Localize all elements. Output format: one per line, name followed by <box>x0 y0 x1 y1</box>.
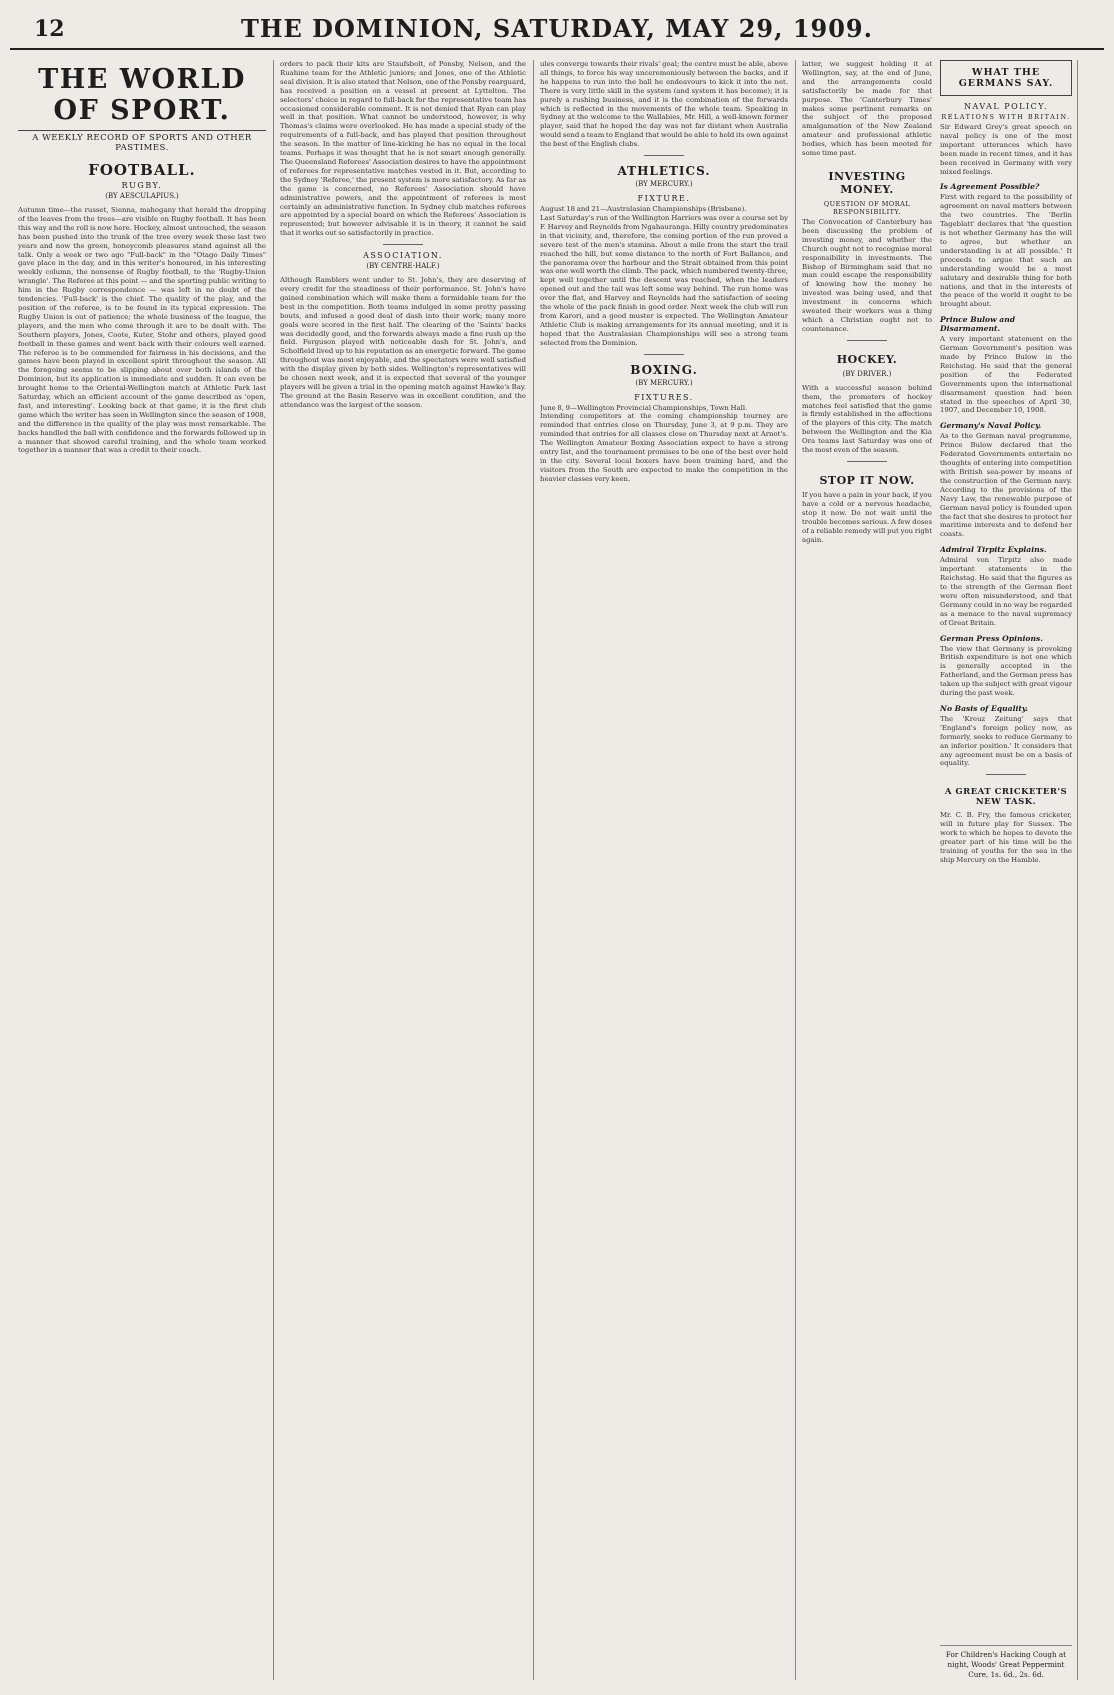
boxing-fixture-text: June 8, 9—Wellington Provincial Championships, Town Hall. <box>540 403 748 412</box>
equality-heading: No Basis of Equality. <box>940 703 1029 713</box>
column-4a <box>802 60 932 1680</box>
football-continued-text: orders to pack their kits are Staufsbolt, of Ponsby, Nelson, and the Ruahine team for the Athletic juniors; and Jones, one of the Athletic seal division. It is also stated that Nelson, one of the Ponsby rearguard, has received a position on a vessel at present at Lyttelton. The selectors' choice in regard to full-back for the representative team has occasioned considerable comment. It is not denied that Ryan can play well in that position. What cannot be understood, however, is why Thomas's claims were overlooked. He has made a special study of the requirements of a full-back, and has played that position throughout the season. In the matter of line-kicking he has no equal in the local teams. Perhaps it was thought that he is not smart enough generally. The Queensland Referees' Association desires to have the appointment of referees for representative matches vested in it. But, according to the Sydney 'Referee,' the present system is more satisfactory. As far as the game is concerned, no Referees' Association should have administrative powers, and the appointment of referees is most certainly an administrative function. In Sydney club matches referees are appointed by a special board on which the Referees' Association is represented; but however advisable it is in theory, it cannot be said that it works out so satisfactorily in practice. <box>280 60 526 238</box>
press-opinions-heading: German Press Opinions. <box>940 633 1043 643</box>
athletics-fixture-text: August 18 and 21—Australasian Championships (Brisbane). <box>540 205 747 214</box>
advert-cough-cure: For Children's Hacking Cough at night, Woods' Great Peppermint Cure, 1s. 6d., 2s. 6d. <box>940 1645 1072 1680</box>
boxing-heading: BOXING. <box>630 362 698 377</box>
germans-box-heading: WHAT THE GERMANS SAY. <box>940 60 1072 96</box>
athletics-article-text: Last Saturday's run of the Wellington Harriers was over a course set by F. Harvey and Reynolds from Ngahauranga. Hilly country predominates in that vicinity, and, therefore, the coming portion of the run proved a severe test of the men's stamina. About a mile from the start the trail reached the hill, but some distance to the north of Fort Ballance, and the panorama over the harbour and the Strait obtained from this point was one well worth the climb. The pack, which numbered twenty-three, kept well together until the descent was reached, when the leaders opened out and the tail was left some way behind. The run home was over the flat, and Harvey and Reynolds had the satisfaction of seeing the whole of the pack finish in good order. Next week the club will run from Karori, and a good muster is expected. The Wellington Amateur Athletic Club is making arrangements for its annual meeting, and it is hoped that the Australasian Championships will see a strong team selected from the Dominion. <box>540 213 788 347</box>
relations-subheading: RELATIONS WITH BRITAIN. <box>941 113 1071 121</box>
boxing-article-text: Intending competitors at the coming championship tourney are reminded that entries close on Thursday, June 3, at 9 p.m. They are reminded that entries for all classes close on Thursday next at Arnot's. The Wellington Amateur Boxing Association expect to have a strong entry list, and the tournament promises to be one of the best ever held in the city. Several local boxers have been training hard, and the visitors from the South are expected to make the competition in the heavier classes very keen. <box>540 412 788 483</box>
cricketer-heading: A GREAT CRICKETER'S NEW TASK. <box>944 787 1068 808</box>
column-3 <box>540 60 788 1680</box>
germans-lead-text: Sir Edward Grey's great speech on naval policy is one of the most important utterances which have been made in recent times, and it has been received in Germany with very mixed feelings. <box>940 123 1072 176</box>
column-4b <box>940 60 1072 1680</box>
rugby-byline: (BY AESCULAPIUS.) <box>105 192 179 200</box>
tirpitz-text: Admiral von Tirpitz also made important statements in the Reichstag. He said that the figures as to the strength of the German fleet were often misunderstood, and that Germany could in no way be regarded as a menace to the naval supremacy of Great Britain. <box>940 556 1072 627</box>
naval-policy-heading: Germany's Naval Policy. <box>940 421 1042 431</box>
investing-heading: INVESTING MONEY. <box>828 169 906 196</box>
column-3-lead-text: ules converge towards their rivals' goal; the centre must be able, above all things, to force his way unceremoniously between the backs, and if he happens to run into the ball he endeavours to kick it into the net. There is very little skill in the system (and system it has become); it is purely a rushing business, and it is the combination of the forwards which is reflected in the movements of the whole team. Speaking in Sydney at the welcome to the Wallabies, Mr. Hill, a well-known former player, said that he hoped the day was not far distant when Australia would send a team to England that would be able to hold its own against the best of the English clubs. <box>540 60 788 149</box>
sport-masthead: THE WORLD OF SPORT. <box>18 64 266 131</box>
boxing-fixture-heading: FIXTURES. <box>634 392 694 402</box>
equality-text: The 'Kreuz Zeitung' says that 'England's foreign policy now, as formerly, seeks to reduce Germany to an inferior position.' It considers that any agreement must be on a basis of equality. <box>940 714 1072 768</box>
hockey-heading: HOCKEY. <box>836 352 898 366</box>
boxing-byline: (BY MERCURY.) <box>635 378 693 387</box>
bulow-heading: Prince Bulow and Disarmament. <box>940 315 1016 334</box>
paper-title-date: THE DOMINION, SATURDAY, MAY 29, 1909. <box>241 14 873 43</box>
column-1 <box>18 60 266 1680</box>
page-number: 12 <box>34 16 65 42</box>
column-rule <box>795 60 796 1680</box>
tirpitz-heading: Admiral Tirpitz Explains. <box>940 545 1047 555</box>
stop-it-text: If you have a pain in your back, if you have a cold or a nervous headache, stop it now. Do not wait until the trouble becomes serious. A few doses of a reliable remedy will put you right again. <box>802 491 932 544</box>
stop-it-heading: STOP IT NOW. <box>819 474 915 487</box>
investing-article-text: The Convocation of Canterbury has been discussing the problem of investing money, and whether the Church ought not to recognise moral responsibility in investments. The Bishop of Birmingham said that no man could escape the responsibility of knowing how the money he invested was being used, and that investment in concerns which sweated their workers was a thing which a Christian ought not to countenance. <box>802 217 932 333</box>
divider <box>847 461 887 462</box>
cricketer-text: Mr. C. B. Fry, the famous cricketer, will in future play for Sussex. The work to which he hopes to devote the greater part of his time will be the training of youths for the sea in the ship Mercury on the Hamble. <box>940 811 1072 864</box>
association-byline: (BY CENTRE-HALF.) <box>366 262 440 271</box>
athletics-heading: ATHLETICS. <box>617 164 711 179</box>
athletics-byline: (BY MERCURY.) <box>635 180 693 189</box>
bulow-text: A very important statement on the German Government's position was made by Prince Bulow in the Reichstag. He said that the general position of the Federated Governments upon the international disarmament question had been stated in the speeches of April 30, 1907, and December 10, 1908. <box>940 335 1072 415</box>
divider <box>644 354 684 355</box>
football-heading: FOOTBALL. <box>88 161 196 179</box>
divider <box>847 340 887 341</box>
press-opinions-text: The view that Germany is provoking British expenditure is not one which is generally accepted in the Fatherland, and the German press has taken up the subject with great vigour during the past week. <box>940 644 1072 698</box>
column-rule <box>273 60 274 1680</box>
association-article-text: Although Ramblers went under to St. John's, they are deserving of every credit for the steadiness of their performance. St. John's have gained combination which will make them a formidable team for the best in the competition. Both teams indulged in some pretty passing bouts, and infused a good deal of dash into their work; many more goals were scored in the first half. The clearing of the 'Saints' backs was decidedly good, and the forwards always made a fine rush up the field. Ferguson played with noticeable dash for St. John's, and Scholfield lived up to his reputation as an energetic forward. The game throughout was most enjoyable, and the spectators were well satisfied with the display given by both sides. Wellington's representatives will be chosen next week, and it is expected that several of the younger players will be given a trial in the opening match against Hawke's Bay. The ground at the Basin Reserve was in excellent condition, and the attendance was the largest of the season. <box>280 276 526 409</box>
column-rule <box>1077 60 1078 1680</box>
divider <box>644 155 684 156</box>
divider <box>986 774 1026 775</box>
agreement-text: First with regard to the possibility of agreement on naval matters between the two countries. The 'Berlin Tageblatt' declares that 'the question is not whether Germany has the will to agree, but whether an understanding is at all possible.' It proceeds to argue that such an understanding would be a most salutary and desirable thing for both nations, and that in the interests of the peace of the world it ought to be brought about. <box>940 193 1072 309</box>
athletics-continued-text: latter, we suggest holding it at Wellington, say, at the end of June, and the arrangements could satisfactorily be made for that purpose. The 'Canterbury Times' makes some pertinent remarks on the subject of the proposed amalgamation of the New Zealand amateur and professional athletic bodies, which has been mooted for some time past. <box>802 60 932 158</box>
naval-policy-text: As to the German naval programme, Prince Bulow declared that the Federated Governments entertain no thoughts of entering into competition with British sea-power by means of the construction of the German navy. According to the provisions of the Navy Law, the renewable purpose of German naval policy is founded upon the fact that she desires to protect her maritime interests and to defend her coasts. <box>940 432 1072 539</box>
agreement-heading: Is Agreement Possible? <box>940 182 1040 192</box>
hockey-article-text: With a successful season behind them, the promoters of hockey matches feel satisfied that the game is firmly established in the affections of the players of this city. The match between the Wellington and the Kia Ora teams last Saturday was one of the most even of the season. <box>802 383 932 455</box>
investing-subheading: QUESTION OF MORAL RESPONSIBILITY. <box>823 199 911 216</box>
divider <box>383 244 423 245</box>
masthead-subtitle: A WEEKLY RECORD OF SPORTS AND OTHER PASTIMES. <box>32 133 252 153</box>
hockey-byline: (BY DRIVER.) <box>842 369 892 378</box>
rugby-article-text: Autumn time—the russet, Sienna, mahogany that herald the dropping of the leaves from the trees—are visible on Rugby football. It has been this way and the roll is now here. Hockey, almost untouched, the season has been pushed into the trunk of the tree every week these last two years and now the green, honeycomb pleasures stand against all the talk. Only a week or two ago "Full-back" in the "Otago Daily Times" gave place in the day, and in this writer's honoured, in his interesting weekly column, the nonsense of Rugby football, to the 'Rugby-Union wrangle'. The Referee at this point — and the sporting public writing to him in the Rugby correspondence — was left in no doubt of the tendencies. 'Full-back' is the chief. The quality of the play, and the position of the referee, is to be found in its typical expression. The Rugby Union is out of patience; the whole business of the league, the players, and the men who come through it are to be dealt with. The Southern players, Jones, Coote, Kuter, Stohr and others, played good football in these games and went back with their colours well earned. The referee is to be commended for fairness in his decisions, and the games have been played in excellent spirit throughout the season. All the foregoing seems to be slipping about over both islands of the Dominion, but its application is immediate and sudden. It can even be brought home to the Oriental-Wellington match at Athletic Park last Saturday, which an efficient account of the game described as 'open, fast, and interesting'. Looking back at that game, it is the first club game which the writer has seen in Wellington since the season of 1908, and the difference in the quality of the play was most remarkable. The backs handled the ball with confidence and the forwards followed up in a manner that showed careful training, and the whole team worked together in a manner that was a credit to their coach. <box>18 206 266 455</box>
athletics-fixture-heading: FIXTURE. <box>637 194 691 204</box>
naval-policy-subheading: NAVAL POLICY. <box>963 102 1049 111</box>
column-2 <box>280 60 526 1680</box>
rugby-subheading: RUGBY. <box>121 181 163 190</box>
column-rule <box>533 60 534 1680</box>
association-heading: ASSOCIATION. <box>363 251 443 261</box>
page-header <box>10 10 1104 50</box>
